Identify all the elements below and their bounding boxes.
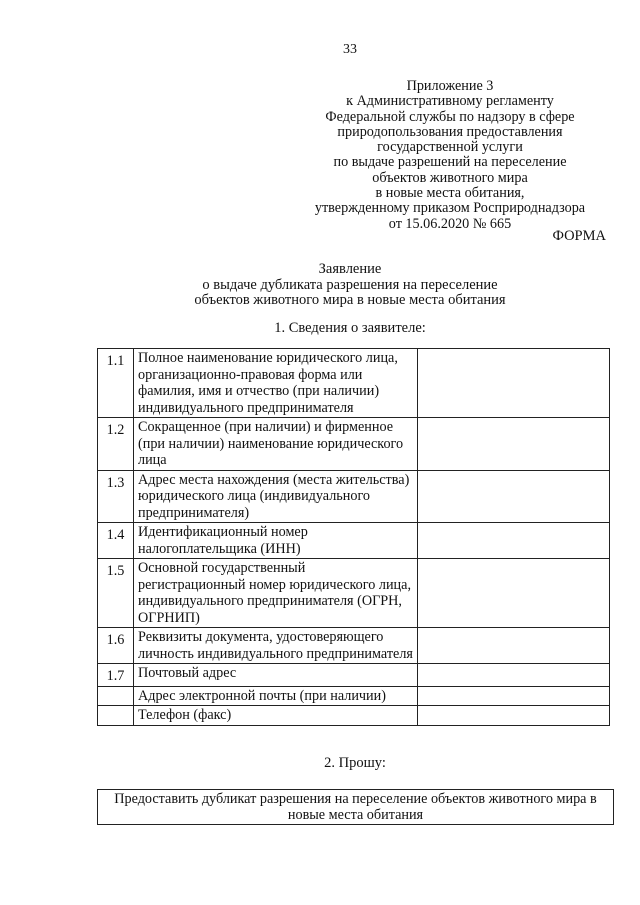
table-row: [98, 523, 610, 559]
row-label: Реквизиты документа, удостоверяющего личность индивидуального предпринимателя: [134, 628, 418, 664]
title-line: Заявление: [318, 261, 382, 277]
appendix-line: государственной услуги: [377, 139, 523, 156]
title-line: объектов животного мира в новые места обитания: [194, 292, 506, 308]
row-value-field[interactable]: [418, 706, 610, 726]
appendix-line: по выдаче разрешений на переселение: [333, 154, 567, 171]
row-value-field[interactable]: [418, 686, 610, 706]
section-heading-applicant: 1. Сведения о заявителе:: [274, 320, 426, 336]
row-label: Почтовый адрес: [134, 664, 418, 687]
row-value-field[interactable]: [418, 628, 610, 664]
appendix-line: в новые места обитания,: [375, 185, 525, 202]
row-value-field[interactable]: [418, 470, 610, 523]
table-row: [98, 664, 610, 687]
row-number: [98, 706, 134, 726]
row-value-field[interactable]: [418, 664, 610, 687]
appendix-line: природопользования предоставления: [337, 123, 563, 140]
row-number: [98, 686, 134, 706]
appendix-line: от 15.06.2020 № 665: [388, 215, 512, 232]
row-value-field[interactable]: [418, 559, 610, 628]
page-number: 33: [343, 42, 357, 57]
request-box: Предоставить дубликат разрешения на переселение объектов животного мира в новые места обитания: [97, 789, 614, 825]
appendix-line: Федеральной службы по надзору в сфере: [325, 108, 575, 125]
row-value-field[interactable]: [418, 523, 610, 559]
row-label: Телефон (факс): [134, 706, 418, 726]
section-heading-request: 2. Прошу:: [324, 755, 386, 771]
row-label: Адрес места нахождения (места жительства) юридического лица (индивидуального предпринимателя): [134, 470, 418, 523]
row-label: Адрес электронной почты (при наличии): [134, 686, 418, 706]
row-label: Полное наименование юридического лица, организационно-правовая форма или фамилия, имя и отчество (при наличии) индивидуального предпринимателя: [134, 349, 418, 418]
row-label: Идентификационный номер налогоплательщика (ИНН): [134, 523, 418, 559]
table-row: [98, 418, 610, 471]
row-value-field[interactable]: [418, 349, 610, 418]
table-row: [98, 706, 610, 726]
row-number: 1.6: [98, 628, 134, 664]
appendix-header: [300, 79, 600, 232]
appendix-line: Приложение 3: [406, 78, 494, 94]
row-value-field[interactable]: [418, 418, 610, 471]
table-row: [98, 559, 610, 628]
table-row: [98, 628, 610, 664]
row-number: 1.3: [98, 470, 134, 523]
table-row: [98, 349, 610, 418]
row-number: 1.5: [98, 559, 134, 628]
row-number: 1.2: [98, 418, 134, 471]
row-number: 1.1: [98, 349, 134, 418]
appendix-line: объектов животного мира: [372, 169, 528, 186]
row-number: 1.7: [98, 664, 134, 687]
row-label: Сокращенное (при наличии) и фирменное (при наличии) наименование юридического лица: [134, 418, 418, 471]
title-line: о выдаче дубликата разрешения на переселение: [202, 276, 498, 293]
table-row: [98, 470, 610, 523]
table-row: [98, 686, 610, 706]
row-number: 1.4: [98, 523, 134, 559]
applicant-info-table: [97, 348, 610, 726]
document-title: [120, 262, 580, 309]
form-label: ФОРМА: [552, 228, 606, 244]
appendix-line: утвержденному приказом Росприроднадзора: [314, 200, 586, 217]
row-label: Основной государственный регистрационный номер юридического лица, индивидуального предпринимателя (ОГРН, ОГРНИП): [134, 559, 418, 628]
appendix-line: к Административному регламенту: [346, 93, 554, 110]
